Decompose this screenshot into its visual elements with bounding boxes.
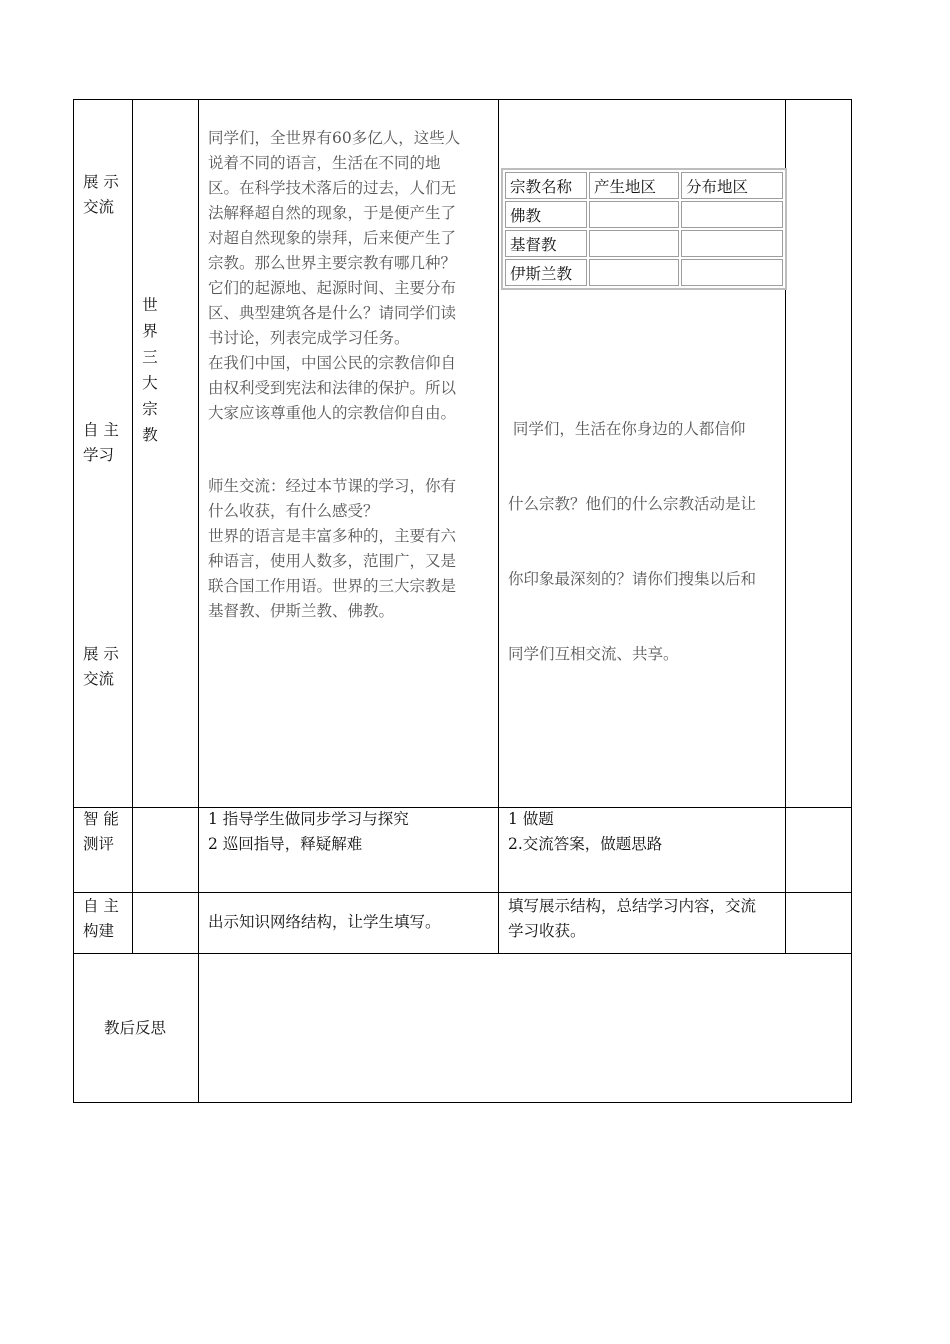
table-cell xyxy=(681,259,783,286)
teacher-summary-text: 师生交流：经过本节课的学习，你有 什么收获，有什么感受？ 世界的语言是丰富多种的，主要有六 种语言，使用人数多，范围广，又是 联合国工作用语。世界的三大宗教是 基督教、伊斯兰教、佛教。 xyxy=(208,477,457,620)
table-header-cell: 宗教名称 xyxy=(505,172,587,199)
table-cell: 基督教 xyxy=(505,230,587,257)
table-row xyxy=(505,230,783,257)
label-show-exchange-top: 展 示 交流 xyxy=(83,173,119,216)
table-header-cell: 分布地区 xyxy=(681,172,783,199)
table-cell: 伊斯兰教 xyxy=(505,259,587,286)
teacher-build-text: 出示知识网络结构，让学生填写。 xyxy=(208,913,441,931)
table-cell xyxy=(681,201,783,228)
teacher-test-text: 1 指导学生做同步学习与探究 2 巡回指导，释疑解难 xyxy=(208,810,409,853)
teacher-intro-text: 同学们，全世界有60多亿人，这些人 说着不同的语言，生活在不同的地 区。在科学技术落后的过去，人们无 法解释超自然的现象，于是便产生了 对超自然现象的崇拜，后来便产生了 宗教。那么世界主要宗教有哪几种？ 它们的起源地、起源时间、主要分布 区、典型建筑各是什么？请同学们读 书讨论，列表完成学习任务。 在我们中国，中国公民的宗教信仰自 由权利受到宪法和法律的保护。所以 大家应该尊重他人的宗教信仰自由。 xyxy=(208,129,461,422)
table-cell xyxy=(589,259,679,286)
label-reflection: 教后反思 xyxy=(104,1019,167,1037)
table-header-row xyxy=(505,172,783,199)
row-divider xyxy=(73,953,852,954)
row-divider xyxy=(73,892,852,893)
column-divider xyxy=(498,99,499,954)
table-cell: 佛教 xyxy=(505,201,587,228)
label-show-exchange-bottom: 展 示 交流 xyxy=(83,645,119,688)
table-cell xyxy=(681,230,783,257)
student-build-text: 填写展示结构，总结学习内容，交流 学习收获。 xyxy=(508,897,757,940)
student-question-text: 同学们，生活在你身边的人都信仰 什么宗教？他们的什么宗教活动是让 你印象最深刻的？请你们搜集以后和 同学们互相交流、共享。 xyxy=(508,420,757,663)
label-smart-test: 智 能 测评 xyxy=(83,810,119,853)
table-cell xyxy=(589,230,679,257)
label-self-study: 自 主 学习 xyxy=(83,421,119,464)
table-header-cell: 产生地区 xyxy=(589,172,679,199)
religion-table xyxy=(501,168,787,290)
column-divider xyxy=(198,99,199,1103)
table-cell xyxy=(589,201,679,228)
column-divider xyxy=(132,99,133,954)
table-row xyxy=(505,201,783,228)
label-self-build: 自 主 构建 xyxy=(83,897,119,940)
row-divider xyxy=(73,807,852,808)
table-row xyxy=(505,259,783,286)
student-test-text: 1 做题 2.交流答案，做题思路 xyxy=(508,810,663,853)
topic-title-vertical: 世 界 三 大 宗 教 xyxy=(142,296,158,444)
